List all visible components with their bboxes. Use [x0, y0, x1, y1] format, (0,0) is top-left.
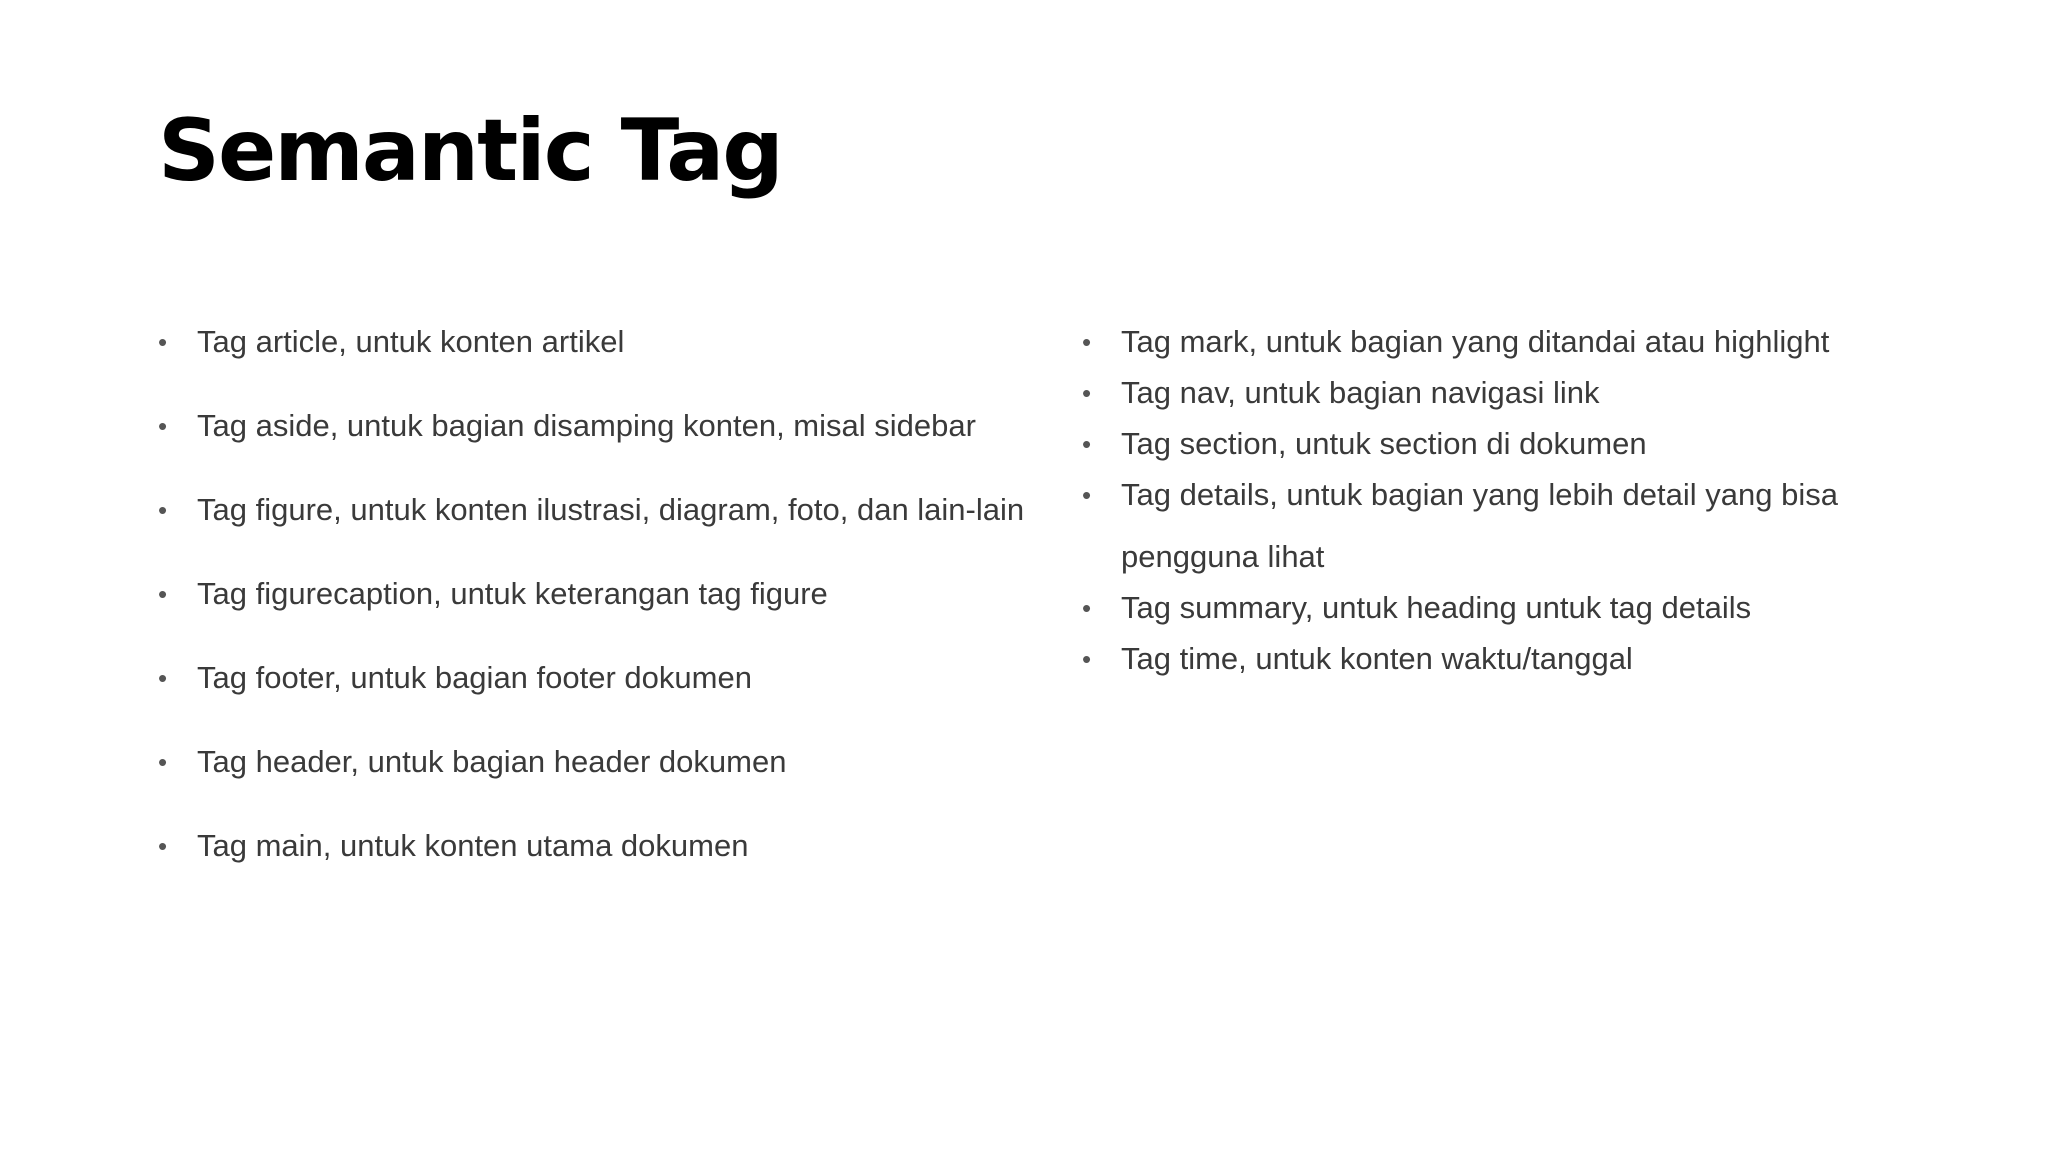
bullet-icon: •	[158, 327, 168, 357]
left-bullet-list	[158, 322, 1058, 910]
bullet-icon: •	[158, 747, 168, 777]
bullet-item-text: Tag figurecaption, untuk keterangan tag figure	[197, 576, 828, 611]
bullet-item-text: Tag mark, untuk bagian yang ditandai atau highlight	[1121, 324, 1830, 359]
bullet-icon: •	[1082, 429, 1092, 459]
bullet-icon: •	[158, 411, 168, 441]
bullet-item-text: Tag details, untuk bagian yang lebih detail yang bisa pengguna lihat	[1121, 477, 1838, 574]
bullet-item-text: Tag section, untuk section di dokumen	[1121, 426, 1647, 461]
bullet-icon: •	[158, 495, 168, 525]
bullet-item-text: Tag header, untuk bagian header dokumen	[197, 744, 787, 779]
bullet-item-text: Tag main, untuk konten utama dokumen	[197, 828, 749, 863]
bullet-item-text: Tag nav, untuk bagian navigasi link	[1121, 375, 1600, 410]
bullet-icon: •	[1082, 593, 1092, 623]
bullet-icon: •	[158, 663, 168, 693]
bullet-icon: •	[1082, 644, 1092, 674]
bullet-item	[158, 574, 1058, 658]
bullet-item	[158, 322, 1058, 406]
bullet-item-text: Tag time, untuk konten waktu/tanggal	[1121, 641, 1633, 676]
bullet-item	[1082, 322, 1982, 362]
bullet-item	[158, 742, 1058, 826]
bullet-icon: •	[1082, 378, 1092, 408]
slide-title: Semantic Tag	[158, 101, 782, 201]
bullet-item	[158, 406, 1058, 490]
bullet-item	[158, 826, 1058, 910]
bullet-item	[158, 658, 1058, 742]
bullet-item-text: Tag aside, untuk bagian disamping konten, misal sidebar	[197, 408, 976, 443]
bullet-item	[158, 490, 1058, 574]
bullet-icon: •	[158, 579, 168, 609]
bullet-item-text: Tag footer, untuk bagian footer dokumen	[197, 660, 752, 695]
right-bullet-list	[1082, 322, 1982, 690]
bullet-icon: •	[1082, 327, 1092, 357]
bullet-icon: •	[158, 831, 168, 861]
bullet-item	[1082, 464, 1911, 588]
bullet-item-text: Tag article, untuk konten artikel	[197, 324, 625, 359]
bullet-item-text: Tag summary, untuk heading untuk tag details	[1121, 590, 1752, 625]
bullet-item	[1082, 628, 1982, 690]
bullet-item-text: Tag figure, untuk konten ilustrasi, diagram, foto, dan lain-lain	[197, 492, 1025, 527]
bullet-icon: •	[1082, 480, 1092, 510]
